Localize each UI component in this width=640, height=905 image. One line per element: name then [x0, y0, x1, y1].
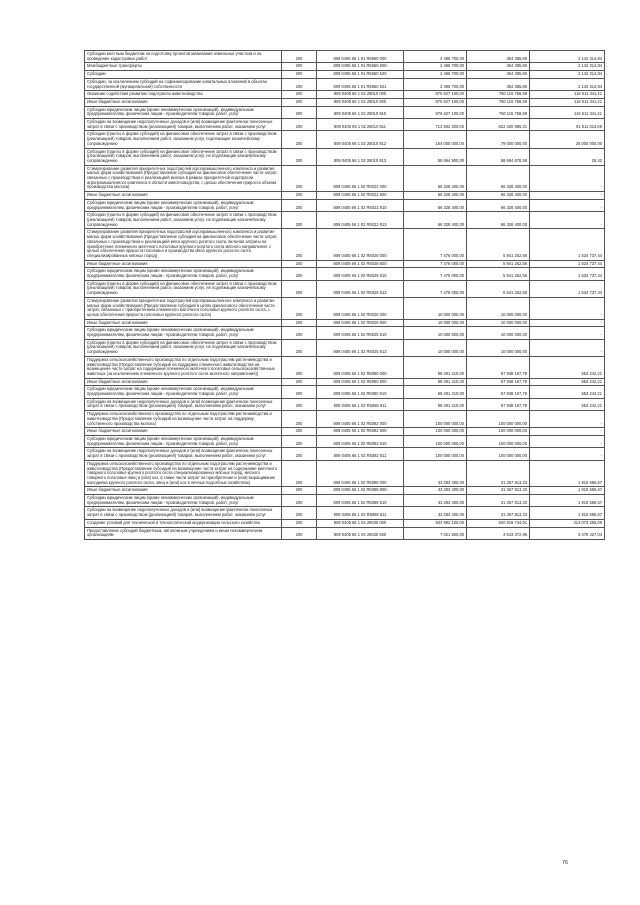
row-plan-cell: 7 476 000,00: [404, 229, 467, 260]
table-row: [85, 192, 605, 200]
row-rest-cell: 553 242,21: [530, 378, 605, 386]
row-plan-cell: 7 476 000,00: [404, 280, 467, 297]
row-name-cell: Субсидии (гранты в форме субсидий) на финансовое обеспечение затрат в связи с производством (реализацией) товаров, выполнением работ, оказанием услуг, не подлежащие казначейскому сопровождению: [85, 280, 282, 297]
row-exec-cell: 100 000 000,00: [467, 411, 530, 428]
row-plan-cell: 2 496 700,00: [404, 63, 467, 71]
row-rest-cell: 1 915 586,67: [530, 487, 605, 495]
row-plan-cell: 33 283 400,00: [404, 460, 467, 487]
row-code-cell: 200: [282, 327, 317, 339]
row-name-cell: Иные бюджетные ассигнования: [85, 487, 282, 495]
row-kbk-cell: 809 0405 66 1 02 R5022 000: [317, 165, 404, 192]
row-kbk-cell: 809 0405 66 1 02 R5022 813: [317, 212, 404, 229]
row-plan-cell: 66 328 400,00: [404, 199, 467, 211]
table-row: [85, 165, 605, 192]
row-exec-cell: 100 000 000,00: [467, 448, 530, 460]
row-plan-cell: 33 283 400,00: [404, 507, 467, 519]
row-rest-cell: 116 511 341,41: [530, 91, 605, 99]
row-code-cell: 200: [282, 428, 317, 436]
row-plan-cell: 58 694 900,00: [404, 148, 467, 165]
row-exec-cell: 10 000 000,00: [467, 339, 530, 356]
row-exec-cell: 66 328 400,00: [467, 192, 530, 200]
row-rest-cell: 28,42: [530, 148, 605, 165]
row-plan-cell: 2 496 700,00: [404, 51, 467, 63]
table-row: [85, 411, 605, 428]
table-row: [85, 63, 605, 71]
row-kbk-cell: 809 0405 66 1 02 R5028 000: [317, 229, 404, 260]
table-row: [85, 398, 605, 410]
row-exec-cell: 57 938 167,79: [467, 356, 530, 378]
row-exec-cell: 57 938 167,79: [467, 378, 530, 386]
table-row: [85, 280, 605, 297]
row-name-cell: Субсидии юридическим лицам (кроме некоммерческих организаций), индивидуальным предпринимателям, физическим лицам - производителям товаров, работ, услуг: [85, 495, 282, 507]
row-name-cell: Субсидии (гранты в форме субсидий) на финансовое обеспечение затрат в связи с производством (реализацией) товаров, выполнением работ, оказанием услуг, не подлежащие казначейскому сопровождению: [85, 148, 282, 165]
row-kbk-cell: 809 0405 66 1 04 28030 000: [317, 519, 404, 527]
row-plan-cell: 2 496 700,00: [404, 78, 467, 90]
row-code-cell: 200: [282, 519, 317, 527]
row-plan-cell: 66 328 400,00: [404, 212, 467, 229]
row-name-cell: Субсидии (гранты в форме субсидий) на финансовое обеспечение затрат в связи с производством (реализацией) товаров, выполнением работ, оказанием услуг, подлежащие казначейскому сопровождению: [85, 131, 282, 148]
row-rest-cell: -: [530, 339, 605, 356]
row-rest-cell: -: [530, 448, 605, 460]
row-rest-cell: 553 242,21: [530, 386, 605, 398]
row-name-cell: Субсидии: [85, 71, 282, 79]
row-rest-cell: 2 142 314,84: [530, 63, 605, 71]
row-plan-cell: 7 021 800,00: [404, 527, 467, 539]
row-plan-cell: 58 491 410,00: [404, 356, 467, 378]
row-rest-cell: -: [530, 411, 605, 428]
row-name-cell: Иные бюджетные ассигнования: [85, 260, 282, 268]
row-code-cell: 200: [282, 91, 317, 99]
table-row: [85, 327, 605, 339]
row-rest-cell: 553 242,21: [530, 398, 605, 410]
row-name-cell: Стимулирование развития приоритетных подотраслей агропромышленного комплекса и развитие малых форм хозяйствования (Предоставление субсидий на финансовое обеспечение части затрат, связанных с производством и реализацией молока в рамках приоритетной подотрасли агропромышленного комплекса в области животноводства, с целью обеспечения прироста объема производства молока): [85, 165, 282, 192]
row-kbk-cell: 809 0405 66 1 01 R5660 000: [317, 51, 404, 63]
row-exec-cell: 5 941 262,56: [467, 260, 530, 268]
table-row: [85, 339, 605, 356]
table-row: [85, 460, 605, 487]
row-exec-cell: 354 385,86: [467, 51, 530, 63]
row-kbk-cell: 809 0405 66 1 02 28010 800: [317, 98, 404, 106]
row-exec-cell: 3 543 372,96: [467, 527, 530, 539]
row-code-cell: 200: [282, 131, 317, 148]
table-row: [85, 229, 605, 260]
row-exec-cell: 66 328 400,00: [467, 165, 530, 192]
table-row: [85, 507, 605, 519]
row-code-cell: 200: [282, 229, 317, 260]
row-kbk-cell: 809 0405 66 1 02 R5082 000: [317, 411, 404, 428]
table-row: [85, 78, 605, 90]
row-plan-cell: 876 627 100,00: [404, 91, 467, 99]
row-exec-cell: 31 367 813,33: [467, 460, 530, 487]
row-name-cell: Поддержка сельскохозяйственного производства по отдельным подотраслям растениеводства и животноводства (Предоставление субсидий на возмещение части затрат на поддержку собственного производства молока): [85, 411, 282, 428]
row-exec-cell: 354 385,86: [467, 78, 530, 90]
row-plan-cell: 10 000 000,00: [404, 297, 467, 319]
row-exec-cell: 31 367 813,33: [467, 487, 530, 495]
row-plan-cell: 33 283 400,00: [404, 487, 467, 495]
row-name-cell: Субсидии юридическим лицам (кроме некоммерческих организаций), индивидуальным предпринимателям, физическим лицам - производителям товаров, работ, услуг: [85, 106, 282, 118]
table-row: [85, 91, 605, 99]
row-name-cell: Иные бюджетные ассигнования: [85, 378, 282, 386]
row-plan-cell: 58 491 410,00: [404, 386, 467, 398]
row-plan-cell: 713 932 200,00: [404, 119, 467, 131]
row-exec-cell: 354 385,86: [467, 63, 530, 71]
row-exec-cell: 622 420 886,31: [467, 119, 530, 131]
table-row: [85, 268, 605, 280]
row-kbk-cell: 809 0405 66 1 02 R5025 810: [317, 327, 404, 339]
row-exec-cell: 31 367 813,33: [467, 507, 530, 519]
table-row: [85, 356, 605, 378]
row-name-cell: Стимулирование развития приоритетных подотраслей агропромышленного комплекса и развитие малых форм хозяйствования (Предоставление субсидий на финансовое обеспечение части затрат, связанных с производством и реализацией мяса крупного рогатого скота, включая затраты на приобретение племенного маточного поголовья крупного рогатого скота мясного направления, с целью обеспечения прироста поголовья и производства мяса крупного рогатого скота специализированных мясных пород): [85, 229, 282, 260]
row-code-cell: 200: [282, 436, 317, 448]
row-exec-cell: 5 941 262,56: [467, 229, 530, 260]
row-plan-cell: 10 000 000,00: [404, 319, 467, 327]
row-name-cell: Субсидии местным бюджетам на подготовку проектов межевания земельных участков и на проведение кадастровых работ: [85, 51, 282, 63]
row-name-cell: Предоставление субсидий бюджетным, автономным учреждениям и иным некоммерческим организациям: [85, 527, 282, 539]
row-code-cell: 200: [282, 71, 317, 79]
table-row: [85, 51, 605, 63]
row-kbk-cell: 809 0405 66 1 02 R5025 800: [317, 319, 404, 327]
row-name-cell: Оказание содействия развитию подотрасли животноводства: [85, 91, 282, 99]
row-rest-cell: 25 000 000,00: [530, 131, 605, 148]
row-kbk-cell: 809 0405 66 1 02 28010 810: [317, 106, 404, 118]
row-name-cell: Иные бюджетные ассигнования: [85, 98, 282, 106]
row-code-cell: 200: [282, 148, 317, 165]
row-rest-cell: 2 142 314,84: [530, 51, 605, 63]
row-code-cell: 200: [282, 119, 317, 131]
row-rest-cell: -: [530, 199, 605, 211]
table-row: [85, 436, 605, 448]
row-exec-cell: 58 694 878,58: [467, 148, 530, 165]
row-code-cell: 200: [282, 106, 317, 118]
row-code-cell: 200: [282, 78, 317, 90]
row-rest-cell: -: [530, 327, 605, 339]
table-row: [85, 260, 605, 268]
row-code-cell: 200: [282, 280, 317, 297]
row-exec-cell: 10 000 000,00: [467, 319, 530, 327]
row-name-cell: Иные бюджетные ассигнования: [85, 192, 282, 200]
row-rest-cell: 1 534 737,44: [530, 229, 605, 260]
row-exec-cell: 31 367 813,33: [467, 495, 530, 507]
row-rest-cell: 116 511 341,41: [530, 98, 605, 106]
row-code-cell: 200: [282, 398, 317, 410]
row-exec-cell: 100 000 000,00: [467, 428, 530, 436]
row-name-cell: Субсидии, за исключением субсидий на софинансирование капитальных вложений в объекты государственной (муниципальной) собственности: [85, 78, 282, 90]
row-code-cell: 200: [282, 448, 317, 460]
row-rest-cell: 1 915 586,67: [530, 460, 605, 487]
row-plan-cell: 58 491 410,00: [404, 398, 467, 410]
row-name-cell: Создание условий для технической и технологической модернизации сельского хозяйства: [85, 519, 282, 527]
row-kbk-cell: 809 0405 66 1 02 28010 812: [317, 131, 404, 148]
row-name-cell: Субсидии на возмещение недополученных доходов и (или) возмещение фактически понесенных затрат в связи с производством (реализацией) товаров, выполнением работ, оказанием услуг: [85, 119, 282, 131]
row-exec-cell: 5 941 262,56: [467, 268, 530, 280]
row-plan-cell: 876 627 100,00: [404, 98, 467, 106]
row-kbk-cell: 809 0405 66 1 02 R5080 811: [317, 398, 404, 410]
row-kbk-cell: 809 0405 66 1 02 R5088 810: [317, 495, 404, 507]
row-code-cell: 200: [282, 165, 317, 192]
row-rest-cell: -: [530, 436, 605, 448]
row-exec-cell: 760 115 758,59: [467, 98, 530, 106]
row-kbk-cell: 809 0405 66 1 01 R5660 520: [317, 71, 404, 79]
row-name-cell: Субсидии на возмещение недополученных доходов и (или) возмещение фактически понесенных затрат в связи с производством (реализацией) товаров, выполнением работ, оказанием услуг: [85, 507, 282, 519]
row-kbk-cell: 809 0405 66 1 02 R5025 000: [317, 297, 404, 319]
table-row: [85, 106, 605, 118]
row-rest-cell: -: [530, 428, 605, 436]
table-row: [85, 212, 605, 229]
table-row: [85, 519, 605, 527]
row-rest-cell: 91 511 313,69: [530, 119, 605, 131]
row-kbk-cell: 809 0405 66 1 02 R5082 810: [317, 436, 404, 448]
row-exec-cell: 760 115 758,59: [467, 106, 530, 118]
row-kbk-cell: 809 0405 66 1 01 R5660 500: [317, 63, 404, 71]
row-code-cell: 200: [282, 98, 317, 106]
row-exec-cell: 354 385,86: [467, 71, 530, 79]
row-kbk-cell: 809 0405 66 1 02 R5080 800: [317, 378, 404, 386]
table-row: [85, 495, 605, 507]
table-row: [85, 199, 605, 211]
row-rest-cell: -: [530, 212, 605, 229]
row-code-cell: 200: [282, 51, 317, 63]
row-name-cell: Субсидии юридическим лицам (кроме некоммерческих организаций), индивидуальным предпринимателям, физическим лицам - производителям товаров, работ, услуг: [85, 199, 282, 211]
row-kbk-cell: 809 0405 66 1 02 R5088 000: [317, 460, 404, 487]
row-kbk-cell: 809 0405 66 1 01 R5660 521: [317, 78, 404, 90]
table-row: [85, 297, 605, 319]
page-number: 76: [562, 860, 569, 866]
row-exec-cell: 5 941 262,56: [467, 280, 530, 297]
row-plan-cell: 100 000 000,00: [404, 428, 467, 436]
row-kbk-cell: 809 0405 66 1 04 28030 600: [317, 527, 404, 539]
row-code-cell: 200: [282, 63, 317, 71]
budget-execution-table: [84, 50, 605, 540]
row-rest-cell: 2 142 314,84: [530, 78, 605, 90]
row-code-cell: 200: [282, 527, 317, 539]
row-plan-cell: 7 476 000,00: [404, 260, 467, 268]
table-row: [85, 487, 605, 495]
row-rest-cell: 553 242,21: [530, 356, 605, 378]
row-code-cell: 200: [282, 386, 317, 398]
table-body: [85, 51, 605, 540]
row-plan-cell: 66 328 400,00: [404, 165, 467, 192]
row-rest-cell: 2 142 314,84: [530, 71, 605, 79]
row-name-cell: Поддержка сельскохозяйственного производства по отдельным подотраслям растениеводства и животноводства (Предоставление субсидий на возмещение части затрат на содержание маточного товарного поголовья крупного рогатого скота специализированных мясных пород, мясного товарного поголовья овец и (или) коз, а также части затрат на приобретение и (или) выращивание молодняка крупного рогатого скота, овец и (или) коз в личных подсобных хозяйствах): [85, 460, 282, 487]
row-rest-cell: 116 511 341,41: [530, 106, 605, 118]
row-kbk-cell: 809 0405 66 1 02 R5088 811: [317, 507, 404, 519]
row-exec-cell: 10 000 000,00: [467, 297, 530, 319]
row-name-cell: Иные бюджетные ассигнования: [85, 428, 282, 436]
row-kbk-cell: 809 0405 66 1 02 R5080 000: [317, 356, 404, 378]
row-name-cell: Субсидии на возмещение недополученных доходов и (или) возмещение фактически понесенных затрат в связи с производством (реализацией) товаров, выполнением работ, оказанием услуг: [85, 448, 282, 460]
row-kbk-cell: 809 0405 66 1 02 R5028 800: [317, 260, 404, 268]
row-kbk-cell: 809 0405 66 1 02 R5082 811: [317, 448, 404, 460]
row-plan-cell: 100 000 000,00: [404, 448, 467, 460]
row-plan-cell: 164 000 000,00: [404, 131, 467, 148]
row-kbk-cell: 809 0405 66 1 02 R5022 810: [317, 199, 404, 211]
row-rest-cell: 1 534 737,44: [530, 260, 605, 268]
row-plan-cell: 10 000 000,00: [404, 327, 467, 339]
table-row: [85, 71, 605, 79]
row-exec-cell: 66 328 400,00: [467, 212, 530, 229]
row-plan-cell: 876 627 100,00: [404, 106, 467, 118]
row-rest-cell: 3 478 427,04: [530, 527, 605, 539]
row-exec-cell: 100 000 000,00: [467, 436, 530, 448]
row-kbk-cell: 809 0405 66 1 02 R5082 800: [317, 428, 404, 436]
row-code-cell: 200: [282, 507, 317, 519]
row-code-cell: 200: [282, 212, 317, 229]
row-exec-cell: 620 918 744,91: [467, 519, 530, 527]
row-name-cell: Межбюджетные трансферты: [85, 63, 282, 71]
row-kbk-cell: 809 0405 66 1 02 28010 813: [317, 148, 404, 165]
table-row: [85, 319, 605, 327]
row-kbk-cell: 809 0405 66 1 02 R5028 813: [317, 280, 404, 297]
row-rest-cell: 1 534 737,44: [530, 268, 605, 280]
row-code-cell: 200: [282, 495, 317, 507]
row-code-cell: 200: [282, 411, 317, 428]
row-rest-cell: -: [530, 297, 605, 319]
row-plan-cell: 58 491 410,00: [404, 378, 467, 386]
row-code-cell: 200: [282, 319, 317, 327]
row-name-cell: Субсидии (гранты в форме субсидий) на финансовое обеспечение затрат в связи с производством (реализацией) товаров, выполнением работ, оказанием услуг, не подлежащие казначейскому сопровождению: [85, 212, 282, 229]
row-plan-cell: 10 000 000,00: [404, 339, 467, 356]
row-name-cell: Иные бюджетные ассигнования: [85, 319, 282, 327]
table-row: [85, 131, 605, 148]
row-kbk-cell: 809 0405 66 1 02 R5088 800: [317, 487, 404, 495]
row-name-cell: Субсидии (гранты в форме субсидий) на финансовое обеспечение затрат в связи с производством (реализацией) товаров, выполнением работ, оказанием услуг, не подлежащие казначейскому сопровождению: [85, 339, 282, 356]
row-code-cell: 200: [282, 339, 317, 356]
row-name-cell: Субсидии юридическим лицам (кроме некоммерческих организаций), индивидуальным предпринимателям, физическим лицам - производителям товаров, работ, услуг: [85, 327, 282, 339]
row-exec-cell: 10 000 000,00: [467, 327, 530, 339]
row-kbk-cell: 809 0405 66 1 02 R5080 810: [317, 386, 404, 398]
row-code-cell: 200: [282, 297, 317, 319]
row-rest-cell: 1 915 586,67: [530, 507, 605, 519]
row-code-cell: 200: [282, 260, 317, 268]
row-plan-cell: 7 476 000,00: [404, 268, 467, 280]
row-kbk-cell: 809 0405 66 1 02 R5028 810: [317, 268, 404, 280]
table-row: [85, 119, 605, 131]
row-name-cell: Субсидии юридическим лицам (кроме некоммерческих организаций), индивидуальным предпринимателям, физическим лицам - производителям товаров, работ, услуг: [85, 436, 282, 448]
row-plan-cell: 100 000 000,00: [404, 436, 467, 448]
row-code-cell: 200: [282, 460, 317, 487]
row-code-cell: 200: [282, 192, 317, 200]
row-kbk-cell: 809 0405 66 1 02 R5025 813: [317, 339, 404, 356]
row-exec-cell: 57 938 167,79: [467, 386, 530, 398]
row-code-cell: 200: [282, 268, 317, 280]
row-exec-cell: 66 328 400,00: [467, 199, 530, 211]
row-plan-cell: 100 000 000,00: [404, 411, 467, 428]
row-code-cell: 200: [282, 378, 317, 386]
row-kbk-cell: 809 0405 66 1 02 R5022 800: [317, 192, 404, 200]
row-name-cell: Поддержка сельскохозяйственного производства по отдельным подотраслям растениеводства и животноводства (Предоставление субсидий на поддержку племенного животноводства на возмещение части затрат на содержание племенного маточного поголовья сельскохозяйственных животных (за исключением племенного крупного рогатого скота молочного направления)): [85, 356, 282, 378]
row-plan-cell: 33 283 400,00: [404, 495, 467, 507]
row-name-cell: Стимулирование развития приоритетных подотраслей агропромышленного комплекса и развитие малых форм хозяйствования (Предоставление субсидий в целях финансового обеспечения части затрат, связанных с приобретением племенного маточного поголовья крупного рогатого скота, с целью обеспечения прироста поголовья крупного рогатого скота): [85, 297, 282, 319]
row-code-cell: 200: [282, 199, 317, 211]
row-exec-cell: 760 115 758,59: [467, 91, 530, 99]
row-exec-cell: 57 938 167,79: [467, 398, 530, 410]
row-code-cell: 200: [282, 356, 317, 378]
row-name-cell: Субсидии на возмещение недополученных доходов и (или) возмещение фактически понесенных затрат в связи с производством (реализацией) товаров, выполнением работ, оказанием услуг: [85, 398, 282, 410]
table-row: [85, 527, 605, 539]
table-row: [85, 448, 605, 460]
row-name-cell: Субсидии юридическим лицам (кроме некоммерческих организаций), индивидуальным предпринимателям, физическим лицам - производителям товаров, работ, услуг: [85, 386, 282, 398]
row-code-cell: 200: [282, 487, 317, 495]
table-row: [85, 148, 605, 165]
row-rest-cell: -: [530, 319, 605, 327]
table-row: [85, 386, 605, 398]
row-rest-cell: 1 534 737,44: [530, 280, 605, 297]
row-rest-cell: -: [530, 192, 605, 200]
row-name-cell: Субсидии юридическим лицам (кроме некоммерческих организаций), индивидуальным предпринимателям, физическим лицам - производителям товаров, работ, услуг: [85, 268, 282, 280]
table-row: [85, 98, 605, 106]
row-rest-cell: -: [530, 165, 605, 192]
row-plan-cell: 933 992 100,00: [404, 519, 467, 527]
row-rest-cell: 313 073 355,09: [530, 519, 605, 527]
table-row: [85, 378, 605, 386]
table-row: [85, 428, 605, 436]
row-rest-cell: 1 915 586,67: [530, 495, 605, 507]
row-exec-cell: 79 000 000,00: [467, 131, 530, 148]
row-kbk-cell: 809 0405 66 1 02 28010 000: [317, 91, 404, 99]
row-plan-cell: 2 496 700,00: [404, 71, 467, 79]
row-plan-cell: 66 328 400,00: [404, 192, 467, 200]
row-kbk-cell: 809 0405 66 1 02 28010 811: [317, 119, 404, 131]
